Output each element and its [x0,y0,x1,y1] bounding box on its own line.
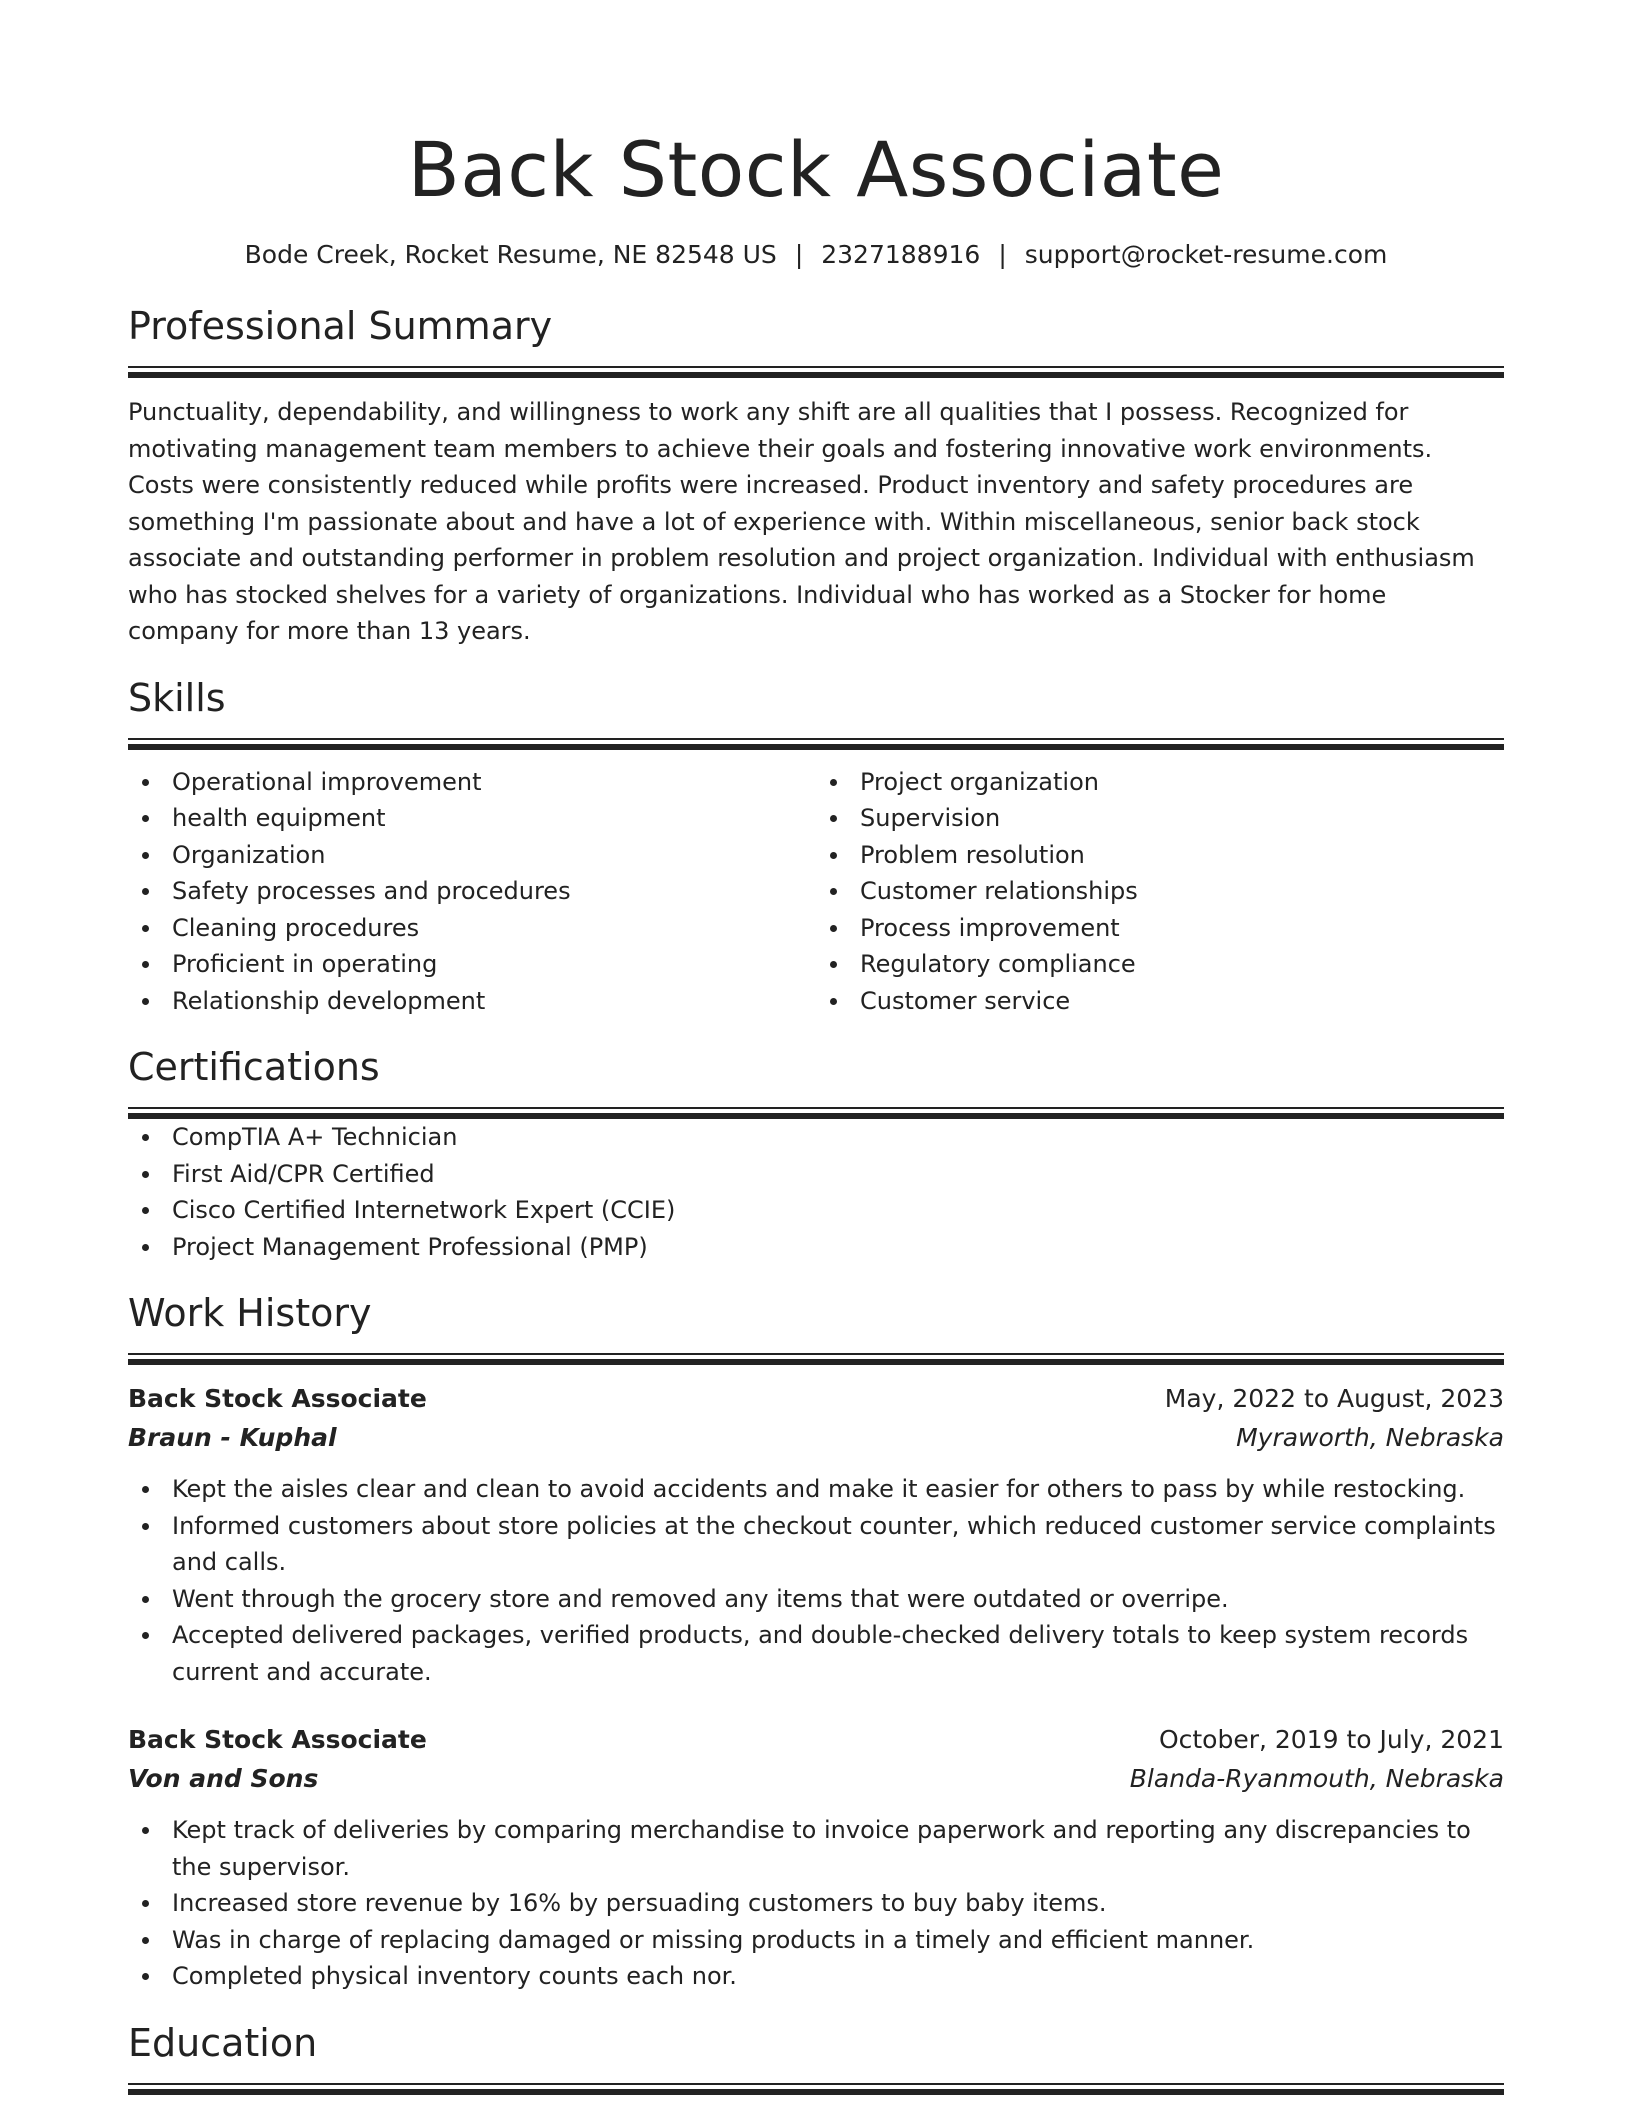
skill-label: Customer relationships [860,877,1138,905]
job-entry [128,1720,1504,1995]
job-duty-text: Was in charge of replacing damaged or missing products in a timely and efficient manner. [172,1925,1255,1954]
job-duty [172,1471,1504,1508]
section-heading-certifications: Certifications [128,1045,380,1089]
job-duty [172,1885,1504,1922]
job-header-row [128,1720,1504,1760]
bullet-icon [142,998,149,1005]
job-duty [172,1581,1504,1618]
bullet-icon [142,925,149,932]
bullet-icon [830,998,837,1005]
skill-label: Relationship development [172,986,486,1015]
job-duty [172,1812,1504,1885]
skills-list-left [128,764,816,1020]
bullet-icon [142,779,149,786]
skill-label: Customer service [860,986,1071,1015]
section-education [128,2019,1504,2095]
job-duty-text: Kept the aisles clear and clean to avoid accidents and make it easier for others to pass by while restocking. [172,1475,1466,1503]
bullet-icon [142,1827,149,1834]
skill-item [172,946,816,983]
bullet-icon [830,815,837,822]
bullet-icon [142,1134,149,1141]
certification-label: Project Management Professional (PMP) [172,1232,648,1261]
section-summary [128,302,1504,650]
skill-item [172,764,816,801]
section-heading-education: Education [128,2020,318,2065]
summary-text: Punctuality, dependability, and willingness to work any shift are all qualities that I possess. Recognized for motivating management team members to achieve their goals and fostering innovative work environments. Costs were consistently reduced while profits were increased. Product inventory and safety procedures are something I'm passionate about and have a lot of experience with. Within miscellaneous, senior back stock associate and outstanding performer in problem resolution and project organization. Individual with enthusiasm who has stocked shelves for a variety of organizations. Individual who has worked as a Stocker for home company for more than 13 years. [128,398,1475,645]
certification-label: First Aid/CPR Certified [172,1159,435,1188]
job-duty-text: Completed physical inventory counts each nor. [172,1962,737,1990]
bullet-icon [142,1632,149,1639]
resume-page [128,0,1504,2095]
skill-item [860,837,1504,874]
skill-item [860,800,1504,837]
section-divider [128,2083,1504,2095]
job-title: Back Stock Associate [128,1384,427,1413]
certification-label: CompTIA A+ Technician [172,1123,458,1151]
skill-label: Problem resolution [860,840,1085,869]
skill-item [172,837,816,874]
job-duty [172,1617,1504,1690]
job-duties-list [128,1812,1504,1995]
job-dates: October, 2019 to July, 2021 [1158,1725,1504,1754]
bullet-icon [142,1937,149,1944]
section-divider [128,738,1504,750]
certification-item [172,1229,1504,1266]
job-duty [172,1958,1504,1995]
skill-label: Regulatory compliance [860,950,1136,978]
bullet-icon [830,852,837,859]
skill-item [172,800,816,837]
resume-title: Back Stock Associate [407,125,1225,214]
section-heading-summary: Professional Summary [128,304,553,348]
job-company-row [128,1419,1504,1457]
bullet-icon [142,852,149,859]
certification-item [172,1156,1504,1193]
job-duty-text: Kept track of deliveries by comparing merchandise to invoice paperwork and reporting any discrepancies to the supervisor. [172,1816,1471,1881]
skill-label: Operational improvement [172,767,482,796]
section-skills [128,674,1504,1020]
bullet-icon [142,1900,149,1907]
job-location: Blanda-Ryanmouth, Nebraska [1129,1764,1504,1793]
skill-label: Proficient in operating [172,950,438,978]
job-entry [128,1379,1504,1690]
section-certifications [128,1043,1504,1265]
skill-label: Cleaning procedures [172,913,420,942]
job-company-row [128,1760,1504,1798]
certification-item [172,1192,1504,1229]
skill-item [860,910,1504,947]
skill-label: Project organization [860,767,1099,796]
bullet-icon [830,888,837,895]
job-company: Von and Sons [128,1764,319,1793]
certification-label: Cisco Certified Internetwork Expert (CCIE) [172,1196,676,1224]
job-title: Back Stock Associate [128,1725,427,1754]
bullet-icon [830,925,837,932]
job-duty [172,1508,1504,1581]
contact-address: Bode Creek, Rocket Resume, NE 82548 US [244,240,777,269]
certifications-list [128,1119,1504,1265]
skill-item [172,983,816,1020]
skill-label: Supervision [860,804,1001,832]
bullet-icon [830,779,837,786]
bullet-icon [142,1244,149,1251]
section-divider [128,1353,1504,1365]
section-work-history [128,1289,1504,1995]
skill-item [860,764,1504,801]
skill-item [172,873,816,910]
bullet-icon [142,1973,149,1980]
certification-item [172,1119,1504,1156]
contact-separator: | [998,240,1007,269]
job-dates: May, 2022 to August, 2023 [1164,1384,1504,1413]
contact-line [128,238,1504,272]
skill-label: health equipment [172,804,386,832]
bullet-icon [142,888,149,895]
job-header-row [128,1379,1504,1419]
bullet-icon [142,1171,149,1178]
skill-label: Safety processes and procedures [172,877,571,905]
bullet-icon [142,1523,149,1530]
contact-phone: 2327188916 [821,240,981,269]
section-heading-work-history: Work History [128,1291,372,1335]
skill-item [860,983,1504,1020]
section-divider [128,1107,1504,1119]
job-duty [172,1922,1504,1959]
skills-columns [128,764,1504,1020]
contact-email: support@rocket-resume.com [1024,240,1388,269]
bullet-icon [142,1207,149,1214]
job-duty-text: Increased store revenue by 16% by persuading customers to buy baby items. [172,1889,1107,1917]
skill-label: Organization [172,840,326,869]
skill-item [860,946,1504,983]
section-divider [128,366,1504,378]
skill-item [172,910,816,947]
skills-list-right [816,764,1504,1020]
bullet-icon [142,1486,149,1493]
skill-label: Process improvement [860,913,1120,942]
job-duty-text: Accepted delivered packages, verified products, and double-checked delivery totals to keep system records current and accurate. [172,1621,1469,1686]
skill-item [860,873,1504,910]
bullet-icon [830,961,837,968]
contact-separator: | [794,240,804,269]
bullet-icon [142,961,149,968]
job-company: Braun - Kuphal [128,1423,337,1452]
job-duty-text: Informed customers about store policies at the checkout counter, which reduced customer service complaints and calls. [172,1511,1496,1576]
job-location: Myraworth, Nebraska [1236,1423,1504,1452]
bullet-icon [142,815,149,822]
job-duties-list [128,1471,1504,1690]
section-heading-skills: Skills [128,675,226,720]
job-duty-text: Went through the grocery store and removed any items that were outdated or overripe. [172,1584,1229,1613]
bullet-icon [142,1596,149,1603]
